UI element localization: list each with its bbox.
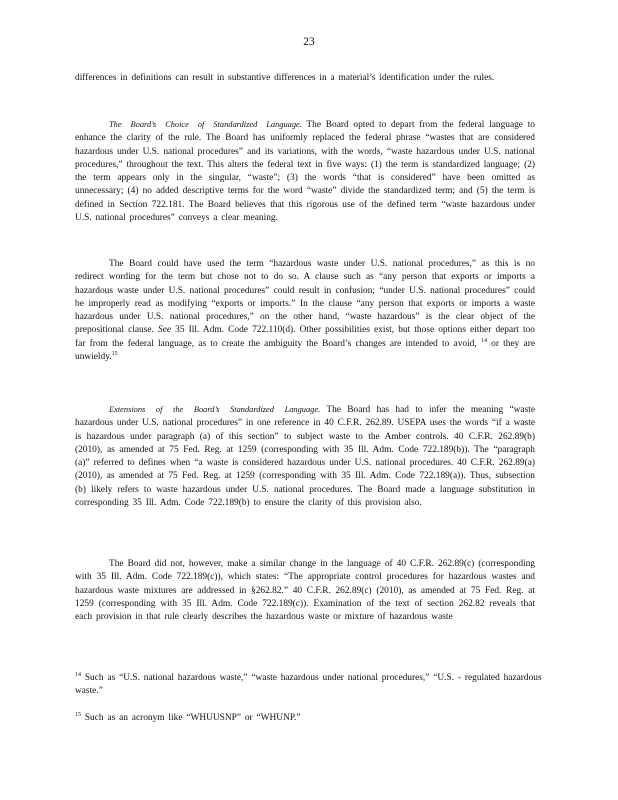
footnote-number: 15 [75, 711, 81, 718]
paragraph-text: or they are unwieldy. [75, 338, 535, 363]
footnote-text: Such as an acronym like “WHUUSNP” or “WHUNP.” [84, 713, 301, 723]
footnote-number: 14 [75, 671, 81, 678]
paragraph-text: The Board opted to depart from the federal language to enhance the clarity of the rule. The Board has uniformly replaced the federal phrase “wastes that are considered hazardous under U.S. national procedures” and its variations, with the words, “waste hazardous under U.S. national procedures,” throughout the text. This alters the federal text in five ways: (1) the term is standardized language; (2) the term appears only in the singular, “waste”; (3) the words “that is considered” have been omitted as unnecessary; (4) no added descriptive terms for the word “waste” divide the standardized term; and (5) the term is defined in Section 722.181. The Board believes that this rigorous use of the defined term “waste hazardous under U.S. national procedures” conveys a clear meaning. [75, 120, 535, 224]
paragraph-text: 35 Ill. Adm. Code 722.110(d). Other possibilities exist, but those options either depart too far from the federal language, as to create the ambiguity the Board’s changes are intended to avoid, [75, 325, 535, 349]
footnote-text: Such as “U.S. national hazardous waste,” “waste hazardous under national procedures,” “U.S. - regulated hazardous waste.” [75, 673, 542, 697]
section-heading: Extensions of the Board’s Standardized Language. [109, 405, 321, 414]
see-signal: See [157, 325, 171, 336]
paragraph-extensions [75, 403, 535, 510]
footnote-ref-14[interactable]: 14 [480, 337, 487, 344]
footnote-14 [75, 672, 545, 699]
footnote-ref-15[interactable]: 15 [111, 350, 118, 357]
paragraph-text: differences in definitions can result in substantive differences in a material’s identification under the rules. [75, 73, 495, 83]
paragraph-text: The Board has had to infer the meaning “waste hazardous under U.S. national procedures” in one reference in 40 C.F.R. 262.89. USEPA uses the words “if a waste is hazardous under paragraph (a) of this section” to subject waste to the Amber controls. 40 C.F.R. 262.89(b) (2010), as amended at 75 Fed. Reg. at 1259 (corresponding with 35 Ill. Adm. Code 722.189(b)). The “paragraph (a)” referred to defines when “a waste is considered hazardous under U.S. national procedures. 40 C.F.R. 262.89(a) (2010), as amended at 75 Fed. Reg. at 1259 (corresponding with 35 Ill. Adm. Code 722.189(a)). Thus, subsection (b) likely refers to waste hazardous under U.S. national procedures. The Board made a language substitution in corresponding 35 Ill. Adm. Code 722.189(b) to ensure the clarity of this provision also. [75, 405, 535, 509]
paragraph-no-similar-change [75, 558, 535, 624]
paragraph-text: The Board did not, however, make a similar change in the language of 40 C.F.R. 262.89(c) (corresponding with 35 Ill. Adm. Code 722.189(c)), which states: “The appropriate control procedures for hazardous wastes and hazardous waste mixtures are addressed in §262.82.” 40 C.F.R. 262.89(c) (2010), as amended at 75 Fed. Reg. at 1259 (corresponding with 35 Ill. Adm. Code 722.189(c)). Examination of the text of section 262.82 reveals that each provision in that rule clearly describes the hazardous waste or mixture of hazardous waste [75, 559, 535, 623]
paragraph-continuation [75, 72, 535, 85]
footnote-15 [75, 712, 545, 725]
paragraph-alternative-wording [75, 258, 535, 364]
page-number: 23 [303, 36, 315, 48]
paragraph-text: The Board could have used the term “hazardous waste under U.S. national procedures,” as this is no redirect wording for the term but chose not to do so. A clause such as “any person that exports or imports a hazardous waste under U.S. national procedures” could result in confusion; “under U.S. national procedures” could be improperly read as modifying “exports or imports.” In the clause “any person that exports or imports a waste hazardous under U.S. national procedures,” on the other hand, “waste hazardous” is the clear object of the prepositional clause. [75, 259, 535, 336]
paragraph-standardized-language [75, 118, 535, 225]
section-heading: The Board’s Choice of Standardized Language. [109, 120, 302, 129]
